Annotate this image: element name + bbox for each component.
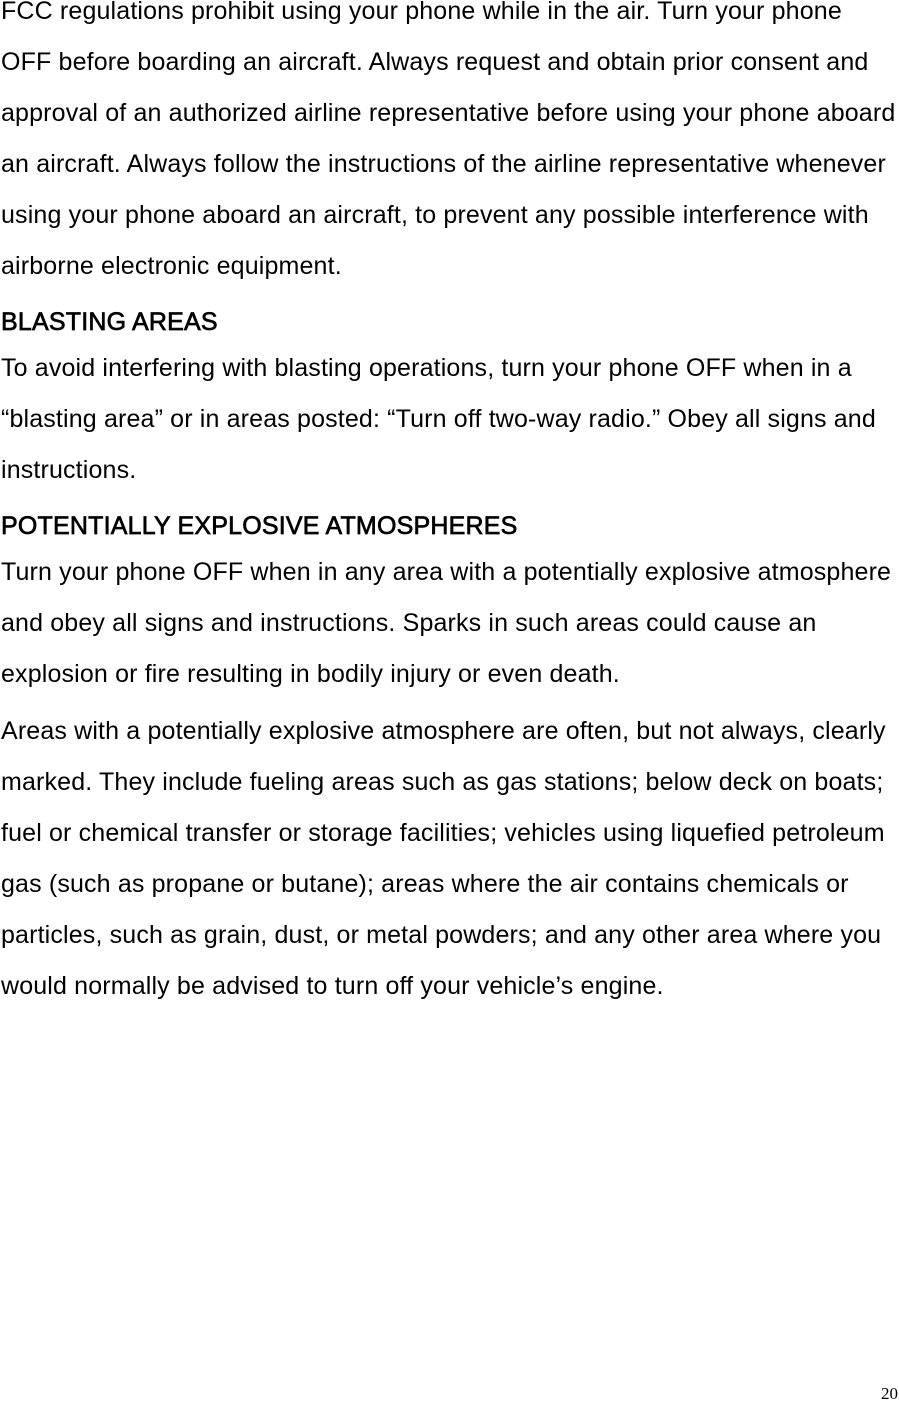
explosive-atmospheres-paragraph-1: Turn your phone OFF when in any area with a potentially explosive atmosphere and obey all signs and instructions. Sparks in such areas could cause an explosion or fire resulting in bodily injury or even death. — [1, 558, 892, 688]
airline-paragraph: FCC regulations prohibit using your phone while in the air. Turn your phone OFF before boarding an aircraft. Always request and obtain prior consent and approval of an authorized airline representative before using your phone aboard an aircraft. Always follow the instructions of the airline representative whenever using your phone aboard an aircraft, to prevent any possible interference with airborne electronic equipment. — [1, 0, 896, 280]
blasting-areas-paragraph: To avoid interfering with blasting operations, turn your phone OFF when in a “blasting area” or in areas posted: “Turn off two-way radio.” Obey all signs and instructions. — [1, 354, 876, 484]
explosive-atmospheres-paragraph-2: Areas with a potentially explosive atmosphere are often, but not always, clearly marked. They include fueling areas such as gas stations; below deck on boats; fuel or chemical transfer or storage facilities; vehicles using liquefied petroleum gas (such as propane or butane); areas where the air contains chemicals or particles, such as grain, dust, or metal powders; and any other area where you would normally be advised to turn off your vehicle’s engine. — [1, 717, 886, 1000]
page-number: 20 — [881, 1384, 898, 1403]
page-content — [1, 0, 897, 1012]
explosive-atmospheres-heading: POTENTIALLY EXPLOSIVE ATMOSPHERES — [1, 512, 518, 540]
blasting-areas-heading: BLASTING AREAS — [1, 308, 218, 336]
